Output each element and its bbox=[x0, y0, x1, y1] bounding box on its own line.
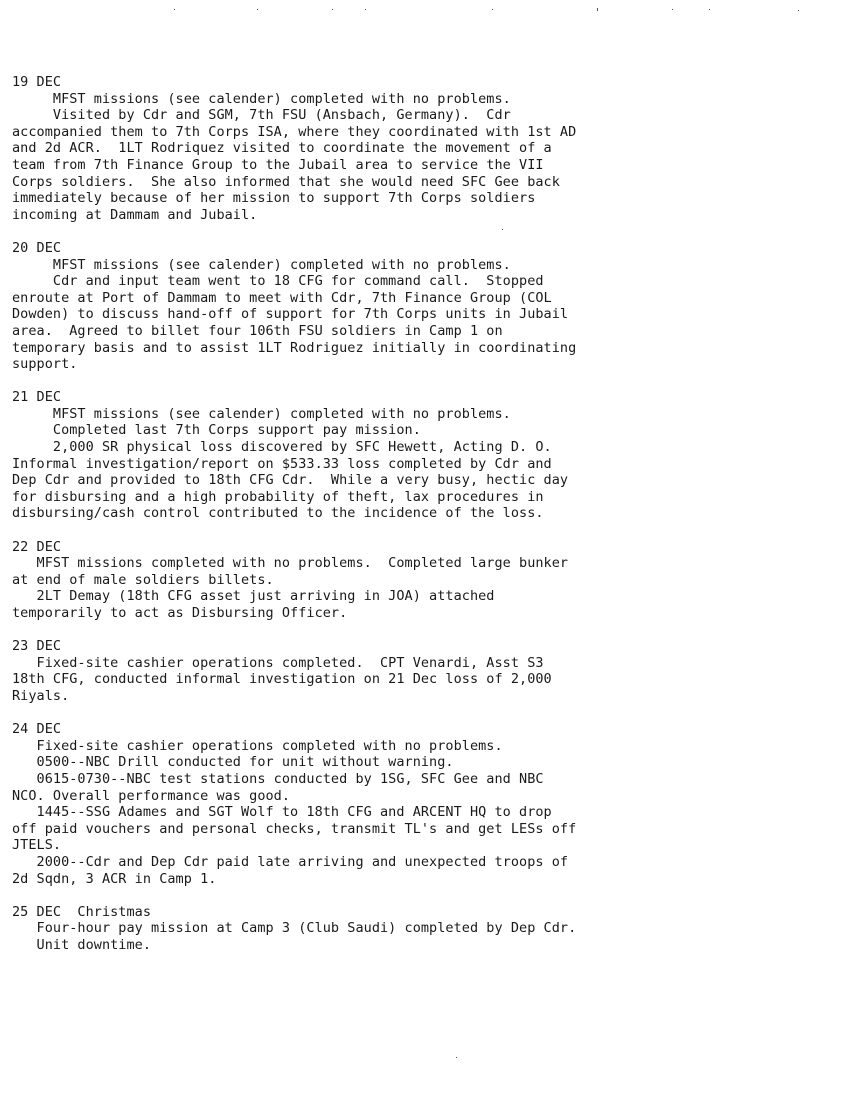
entry-line: MFST missions (see calender) completed with no problems. bbox=[12, 256, 511, 273]
entry-line: team from 7th Finance Group to the Jubail area to service the VII bbox=[12, 156, 544, 173]
daily-log bbox=[12, 74, 842, 970]
entry-date: 24 DEC bbox=[12, 721, 62, 738]
scan-speck bbox=[332, 9, 333, 10]
entry-line: enroute at Port of Dammam to meet with Cdr, 7th Finance Group (COL bbox=[12, 289, 552, 306]
scan-speck bbox=[672, 9, 673, 10]
entry-line: Dep Cdr and provided to 18th CFG Cdr. While a very busy, hectic day bbox=[12, 472, 569, 489]
entry-line: area. Agreed to billet four 106th FSU soldiers in Camp 1 on bbox=[12, 322, 503, 339]
entry-line: and 2d ACR. 1LT Rodriquez visited to coordinate the movement of a bbox=[12, 140, 552, 157]
entry-line: at end of male soldiers billets. bbox=[12, 571, 274, 588]
entry-line: Four-hour pay mission at Camp 3 (Club Saudi) completed by Dep Cdr. bbox=[12, 920, 577, 937]
entry-line: Corps soldiers. She also informed that she would need SFC Gee back bbox=[12, 173, 560, 190]
entry-line: Visited by Cdr and SGM, 7th FSU (Ansbach, Germany). Cdr bbox=[12, 107, 511, 124]
entry-date: 22 DEC bbox=[12, 538, 62, 555]
log-entry-23-dec bbox=[12, 638, 842, 704]
entry-line: 2000--Cdr and Dep Cdr paid late arriving and unexpected troops of bbox=[12, 853, 569, 870]
entry-line: disbursing/cash control contributed to the incidence of the loss. bbox=[12, 505, 544, 522]
entry-line: MFST missions completed with no problems. Completed large bunker bbox=[12, 555, 569, 572]
log-entry-20-dec bbox=[12, 240, 842, 373]
entry-date: 19 DEC bbox=[12, 74, 62, 90]
log-entry-21-dec bbox=[12, 389, 842, 522]
entry-line: off paid vouchers and personal checks, transmit TL's and get LESs off bbox=[12, 820, 577, 837]
entry-line: accompanied them to 7th Corps ISA, where they coordinated with 1st AD bbox=[12, 123, 577, 140]
entry-date: 20 DEC bbox=[12, 239, 62, 256]
scan-speck bbox=[798, 10, 799, 11]
scan-speck bbox=[365, 9, 366, 10]
entry-line: 2,000 SR physical loss discovered by SFC Hewett, Acting D. O. bbox=[12, 439, 552, 456]
entry-line: 2LT Demay (18th CFG asset just arriving in JOA) attached bbox=[12, 588, 495, 605]
entry-line: temporarily to act as Disbursing Officer. bbox=[12, 605, 348, 621]
log-entry-22-dec bbox=[12, 539, 842, 622]
entry-date: 25 DEC Christmas bbox=[12, 903, 152, 920]
entry-line: NCO. Overall performance was good. bbox=[12, 787, 291, 804]
entry-line: temporary basis and to assist 1LT Rodriguez initially in coordinating bbox=[12, 339, 577, 356]
entry-line: immediately because of her mission to support 7th Corps soldiers bbox=[12, 190, 536, 207]
entry-line: Informal investigation/report on $533.33 loss completed by Cdr and bbox=[12, 455, 552, 472]
entry-line: support. bbox=[12, 356, 78, 373]
entry-line: 18th CFG, conducted informal investigation on 21 Dec loss of 2,000 bbox=[12, 671, 552, 688]
entry-line: 1445--SSG Adames and SGT Wolf to 18th CFG and ARCENT HQ to drop bbox=[12, 804, 552, 821]
entry-line: Fixed-site cashier operations completed. CPT Venardi, Asst S3 bbox=[12, 654, 544, 671]
entry-line: Fixed-site cashier operations completed with no problems. bbox=[12, 737, 503, 754]
entry-date: 23 DEC bbox=[12, 638, 62, 655]
log-entry-24-dec bbox=[12, 721, 842, 887]
entry-line: for disbursing and a high probability of theft, lax procedures in bbox=[12, 488, 544, 505]
scan-speck bbox=[257, 9, 258, 10]
scan-speck bbox=[597, 8, 598, 11]
log-entry-25-dec bbox=[12, 904, 842, 954]
entry-date: 21 DEC bbox=[12, 389, 62, 406]
entry-line: Completed last 7th Corps support pay mission. bbox=[12, 422, 421, 439]
entry-line: MFST missions (see calender) completed with no problems. bbox=[12, 405, 511, 422]
entry-line: Unit downtime. bbox=[12, 936, 152, 953]
entry-line: Riyals. bbox=[12, 687, 70, 704]
entry-line: 0500--NBC Drill conducted for unit without warning. bbox=[12, 754, 454, 771]
entry-line: 0615-0730--NBC test stations conducted by 1SG, SFC Gee and NBC bbox=[12, 770, 544, 787]
entry-line: incoming at Dammam and Jubail. bbox=[12, 206, 258, 223]
scan-speck bbox=[456, 1057, 457, 1058]
entry-line: MFST missions (see calender) completed with no problems. bbox=[12, 90, 511, 107]
entry-line: Cdr and input team went to 18 CFG for command call. Stopped bbox=[12, 273, 544, 290]
scan-speck bbox=[492, 9, 493, 10]
entry-line: Dowden) to discuss hand-off of support for 7th Corps units in Jubail bbox=[12, 306, 569, 323]
entry-line: JTELS. bbox=[12, 837, 62, 854]
log-entry-19-dec bbox=[12, 74, 842, 223]
scan-speck bbox=[709, 9, 710, 10]
scan-speck bbox=[174, 9, 175, 10]
entry-line: 2d Sqdn, 3 ACR in Camp 1. bbox=[12, 870, 217, 887]
